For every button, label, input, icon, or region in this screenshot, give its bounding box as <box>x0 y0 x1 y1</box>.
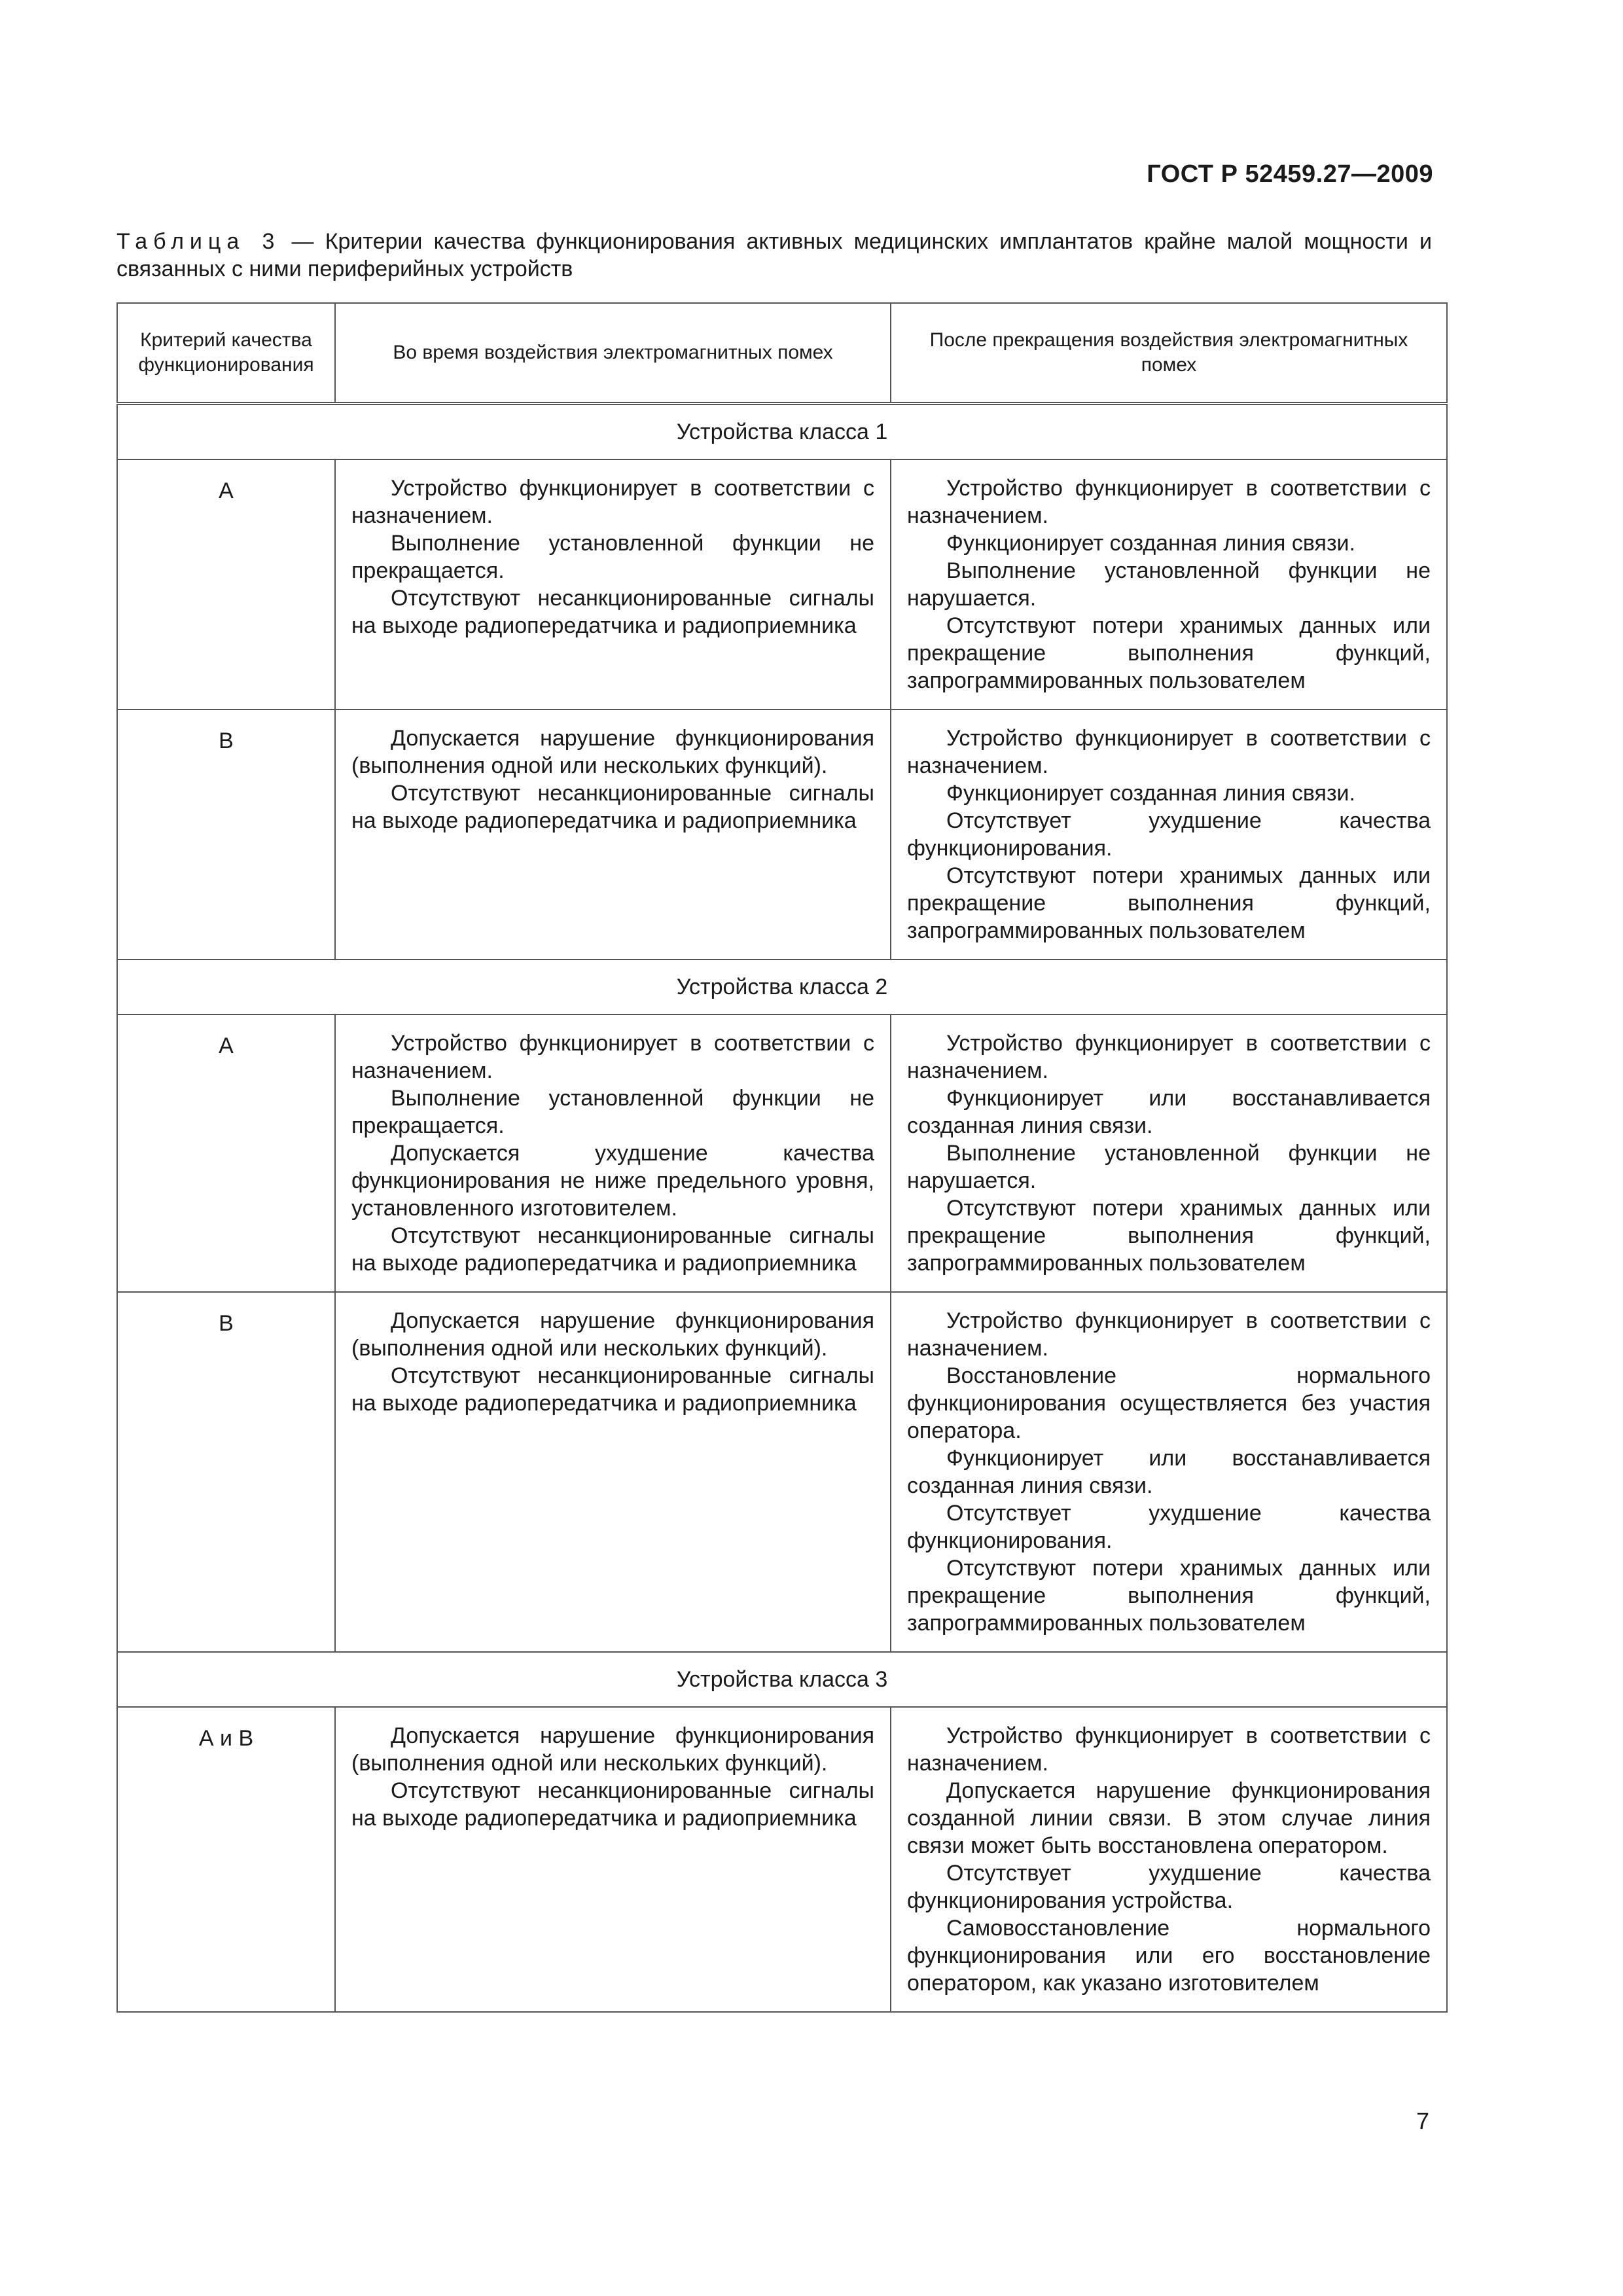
after-paragraph: Отсутствуют потери хранимых данных или прекращение выполнения функций, запрограммированных пользователем <box>907 1196 1431 1276</box>
during-paragraph: Отсутствуют несанкционированные сигналы на выходе радиопередатчика и радиоприемника <box>351 1363 874 1416</box>
section-row <box>117 404 1447 460</box>
after-paragraph: Отсутствуют потери хранимых данных или прекращение выполнения функций, запрограммированных пользователем <box>907 613 1431 693</box>
during-paragraph: Устройство функционирует в соответствии с назначением. <box>351 476 874 528</box>
after-paragraph: Устройство функционирует в соответствии с назначением. <box>907 1031 1431 1083</box>
section-row <box>117 1652 1447 1707</box>
after-cell <box>891 709 1447 960</box>
column-header-criterion: Критерий качества функционирования <box>117 303 335 404</box>
page-number: 7 <box>1416 2108 1429 2134</box>
table-header <box>117 303 1447 404</box>
criterion-cell: В <box>117 709 335 960</box>
table-row <box>117 459 1447 709</box>
table-body <box>117 404 1447 2013</box>
table-caption-text: — Критерии качества функционирования активных медицинских имплантатов крайне малой мощности и связанных с ними периферийных устройств <box>116 229 1433 281</box>
during-cell <box>335 1014 891 1292</box>
table-caption <box>116 228 1432 283</box>
after-paragraph: Функционирует или восстанавливается созданная линия связи. <box>907 1086 1431 1138</box>
column-header-after: После прекращения воздействия электромагнитных помех <box>891 303 1447 404</box>
during-paragraph: Допускается ухудшение качества функционирования не ниже предельного уровня, установленного изготовителем. <box>351 1141 874 1221</box>
after-paragraph: Отсутствует ухудшение качества функционирования. <box>907 1501 1431 1553</box>
after-cell <box>891 1707 1447 2012</box>
during-paragraph: Отсутствуют несанкционированные сигналы на выходе радиопередатчика и радиоприемника <box>351 1223 874 1276</box>
during-paragraph: Выполнение установленной функции не прекращается. <box>351 1086 874 1138</box>
after-paragraph: Устройство функционирует в соответствии с назначением. <box>907 726 1431 778</box>
during-cell <box>335 459 891 709</box>
after-paragraph: Отсутствует ухудшение качества функционирования устройства. <box>907 1861 1431 1913</box>
section-title: Устройства класса 3 <box>117 1652 1447 1707</box>
during-paragraph: Отсутствуют несанкционированные сигналы на выходе радиопередатчика и радиоприемника <box>351 586 874 638</box>
table-row <box>117 1292 1447 1652</box>
after-paragraph: Допускается нарушение функционирования созданной линии связи. В этом случае линия связи может быть восстановлена оператором. <box>907 1778 1431 1858</box>
after-paragraph: Функционирует созданная линия связи. <box>946 531 1355 556</box>
criterion-cell: А <box>117 1014 335 1292</box>
section-title: Устройства класса 1 <box>117 404 1447 460</box>
table-row <box>117 1014 1447 1292</box>
during-cell <box>335 709 891 960</box>
during-paragraph: Допускается нарушение функционирования (выполнения одной или нескольких функций). <box>351 1723 874 1776</box>
after-cell <box>891 459 1447 709</box>
during-paragraph: Выполнение установленной функции не прекращается. <box>351 531 874 583</box>
after-paragraph: Выполнение установленной функции не нарушается. <box>907 558 1431 611</box>
after-paragraph: Выполнение установленной функции не нарушается. <box>907 1141 1431 1193</box>
table-caption-label: Таблица 3 <box>116 229 281 254</box>
section-row <box>117 960 1447 1014</box>
after-paragraph: Устройство функционирует в соответствии с назначением. <box>907 1723 1431 1776</box>
after-paragraph: Отсутствуют потери хранимых данных или прекращение выполнения функций, запрограммированных пользователем <box>907 1556 1431 1636</box>
during-paragraph: Устройство функционирует в соответствии с назначением. <box>351 1031 874 1083</box>
after-paragraph: Функционирует или восстанавливается созданная линия связи. <box>907 1446 1431 1498</box>
criterion-cell: А <box>117 459 335 709</box>
criteria-table <box>116 302 1448 2013</box>
criterion-cell: А и В <box>117 1707 335 2012</box>
document-code: ГОСТ Р 52459.27—2009 <box>1147 160 1433 188</box>
after-paragraph: Восстановление нормального функционирования осуществляется без участия оператора. <box>907 1363 1431 1443</box>
during-paragraph: Допускается нарушение функционирования (выполнения одной или нескольких функций). <box>351 726 874 778</box>
section-title: Устройства класса 2 <box>117 960 1447 1014</box>
during-cell <box>335 1292 891 1652</box>
after-cell <box>891 1014 1447 1292</box>
after-paragraph: Отсутствует ухудшение качества функционирования. <box>907 808 1431 861</box>
after-paragraph: Отсутствуют потери хранимых данных или прекращение выполнения функций, запрограммированных пользователем <box>907 863 1431 943</box>
during-paragraph: Отсутствуют несанкционированные сигналы на выходе радиопередатчика и радиоприемника <box>351 781 874 833</box>
after-paragraph: Устройство функционирует в соответствии с назначением. <box>907 476 1431 528</box>
table-row <box>117 709 1447 960</box>
during-cell <box>335 1707 891 2012</box>
column-header-during: Во время воздействия электромагнитных помех <box>335 303 891 404</box>
after-paragraph: Самовосстановление нормального функционирования или его восстановление оператором, как указано изготовителем <box>907 1916 1431 1996</box>
table-row <box>117 1707 1447 2012</box>
after-cell <box>891 1292 1447 1652</box>
criterion-cell: В <box>117 1292 335 1652</box>
after-paragraph: Устройство функционирует в соответствии с назначением. <box>907 1308 1431 1361</box>
during-paragraph: Допускается нарушение функционирования (выполнения одной или нескольких функций). <box>351 1308 874 1361</box>
during-paragraph: Отсутствуют несанкционированные сигналы на выходе радиопередатчика и радиоприемника <box>351 1778 874 1831</box>
after-paragraph: Функционирует созданная линия связи. <box>946 781 1355 806</box>
